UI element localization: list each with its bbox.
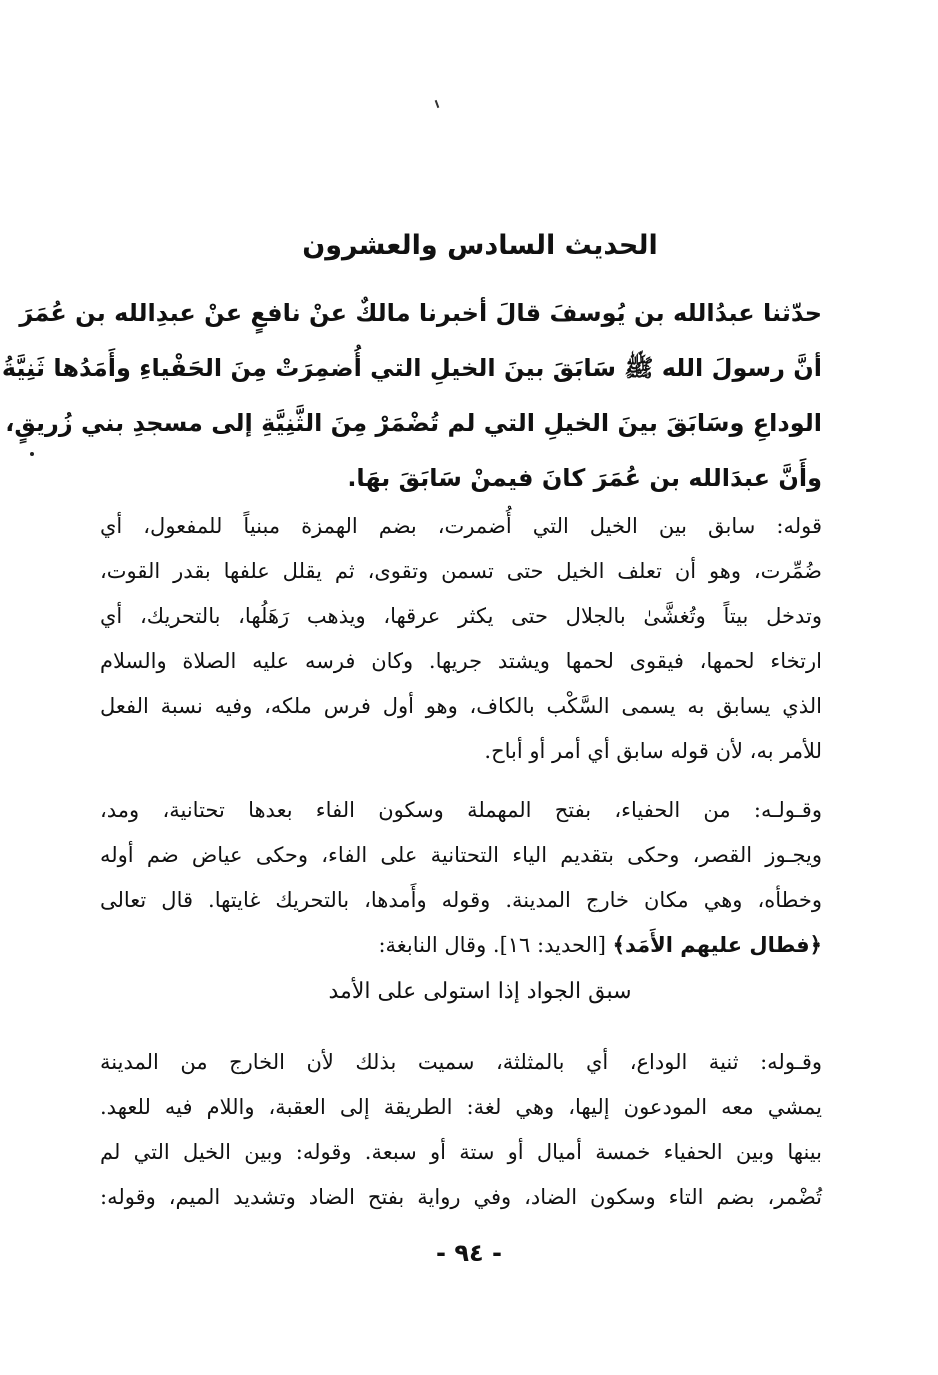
commentary-paragraph-1	[100, 504, 822, 774]
chapter-title: الحديث السادس والعشرون	[302, 230, 658, 261]
commentary-line: بينها وبين الحفياء خمسة أميال أو ستة أو سبعة. وقوله: وبين الخيل التي لم	[100, 1140, 822, 1164]
hadith-line: أنَّ رسولَ الله ﷺ سَابَقَ بينَ الخيلِ التي أُضمِرَتْ مِنَ الحَفْياءِ وأَمَدُها ثَنِيَّةُ	[1, 354, 822, 382]
commentary-line: للأمر به، لأن قوله سابق أي أمر أو أباح.	[484, 739, 822, 763]
hadith-line: الوداعِ وسَابَقَ بينَ الخيلِ التي لم تُضْمَرْ مِنَ الثَّنِيَّةِ إلى مسجدِ بني زُريقٍ،	[5, 409, 822, 437]
margin-dot	[30, 452, 34, 456]
commentary-line: تُضْمر، بضم التاء وسكون الضاد، وفي رواية بفتح الضاد وتشديد الميم، وقوله:	[100, 1185, 822, 1209]
commentary-line: قوله: سابق بين الخيل التي أُضمرت، بضم الهمزة مبنياً للمفعول، أي	[100, 514, 822, 538]
page-number: - ٩٤ -	[436, 1239, 502, 1267]
commentary-paragraph-3	[100, 1040, 822, 1220]
poetry-verse: سبق الجواد إذا استولى على الأمد	[328, 979, 632, 1004]
commentary-line: وقـوله: ثنية الوداع، أي بالمثلثة، سميت بذلك لأن الخارج من المدينة	[100, 1050, 822, 1074]
commentary-line: وخطأه، وهي مكان خارج المدينة. وقوله وأَمدها، بالتحريك غايتها. قال تعالى	[100, 888, 822, 912]
hadith-line: حدّثنا عبدُالله بن يُوسفَ قالَ أخبرنا مالكٌ عنْ نافعٍ عنْ عبدِالله بن عُمَرَ	[19, 299, 822, 327]
commentary-line	[100, 923, 822, 968]
ink-speck	[435, 100, 440, 108]
commentary-line: ضُمِّرت، وهو أن تعلف الخيل حتى تسمن وتقوى، ثم يقلل علفها بقدر القوت،	[100, 559, 822, 583]
quran-reference: [الحديد: ١٦]. وقال النابغة:	[378, 933, 613, 957]
commentary-line: وتدخل بيتاً وتُغشَّىٰ بالجلال حتى يكثر عرقها، ويذهب رَهَلُها، بالتحريك، أي	[100, 604, 822, 628]
commentary-paragraph-2	[100, 788, 822, 968]
hadith-line: وأَنَّ عبدَالله بن عُمَرَ كانَ فيمنْ سَابَقَ بهَا.	[347, 464, 822, 492]
commentary-line: ويجـوز القصر، وحكى بتقديم الياء التحتانية على الفاء، وحكى عياض ضم أوله	[100, 843, 822, 867]
quran-quote: ﴿فطال عليهم الأَمَد﴾	[612, 933, 822, 957]
commentary-line: ارتخاء لحمها، فيقوى لحمها ويشتد جريها. وكان فرسه عليه الصلاة والسلام	[100, 649, 822, 673]
commentary-line: يمشي معه المودعون إليها، وهي لغة: الطريقة إلى العقبة، واللام فيه للعهد.	[100, 1095, 822, 1119]
commentary-line: وقـولـه: من الحفياء، بفتح المهملة وسكون الفاء بعدها تحتانية، ومد،	[100, 798, 822, 822]
commentary-line: الذي يسابق به يسمى السَّكْب بالكاف، وهو أول فرس ملكه، وفيه نسبة الفعل	[100, 694, 822, 718]
hadith-text	[1, 286, 822, 506]
